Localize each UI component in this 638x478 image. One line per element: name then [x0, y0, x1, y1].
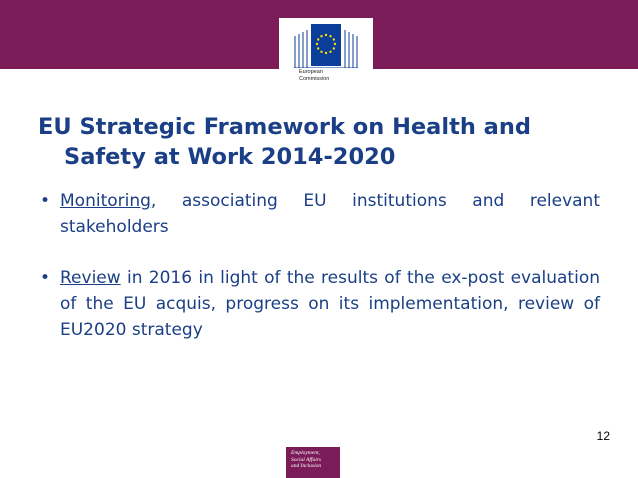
slide-title	[38, 112, 618, 172]
slide-title-line-1: EU Strategic Framework on Health and	[38, 114, 531, 140]
logo-line-2: Commission	[299, 75, 330, 82]
slide-title-line-2: Safety at Work 2014-2020	[64, 144, 396, 170]
bullet-list	[40, 188, 600, 368]
dg-employment-badge	[286, 447, 340, 478]
badge-line-2: Social Affairs	[291, 456, 321, 463]
badge-text	[291, 450, 339, 470]
european-commission-logo	[279, 18, 373, 88]
badge-line-1: Employment,	[291, 450, 320, 456]
bullet-dot-icon: •	[40, 191, 51, 211]
bullet-text: in 2016 in light of the results of the ex-post evaluation of the EU acquis, progress on its implementation, review of EU2020 strategy	[60, 268, 600, 340]
berlaymont-flag-icon	[293, 22, 359, 68]
page-number: 12	[596, 429, 610, 443]
review-link[interactable]: Review	[60, 268, 121, 288]
bullet-item-review	[40, 265, 600, 343]
logo-line-1: European	[299, 69, 323, 75]
monitoring-link[interactable]: Monitoring	[60, 191, 151, 211]
bullet-text: , associating EU institutions and relevant stakeholders	[60, 191, 600, 237]
bullet-dot-icon: •	[40, 268, 51, 288]
badge-line-3: and Inclusion	[291, 463, 322, 469]
logo-wordmark	[299, 69, 369, 82]
bullet-item-monitoring	[40, 188, 600, 240]
